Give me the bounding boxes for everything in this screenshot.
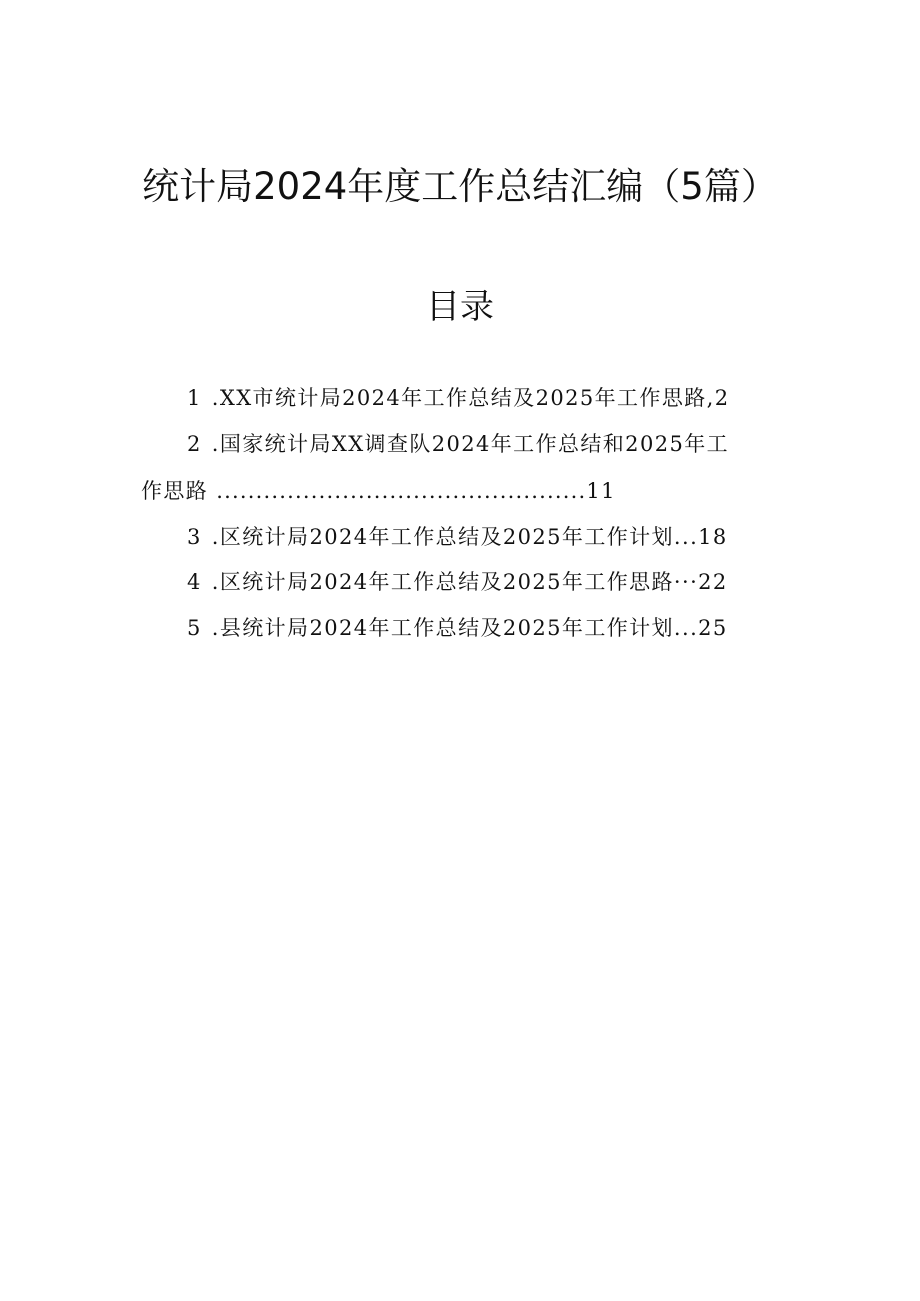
toc-entry-2-continuation[interactable] [141, 476, 616, 506]
toc-entry-text: .XX市统计局2024年工作总结及2025年工作思路,2 [211, 386, 730, 410]
toc-entry-2[interactable] [187, 429, 729, 459]
toc-heading: 目录 [426, 287, 494, 327]
toc-entry-continuation-text: 作思路 [141, 479, 209, 503]
toc-entry-text: .区统计局2024年工作总结及2025年工作思路···22 [211, 570, 728, 594]
toc-entry-dot-leader: ............................................... [216, 479, 587, 503]
toc-entry-number: 3 [187, 525, 202, 549]
toc-entry-number: 5 [187, 616, 202, 640]
toc-entry-page-number: 11 [586, 479, 616, 503]
document-title: 统计局2024年度工作总结汇编（5篇） [142, 165, 778, 208]
toc-entry-text: .县统计局2024年工作总结及2025年工作计划...25 [211, 616, 728, 640]
toc-entry-5[interactable] [187, 613, 728, 643]
toc-entry-number: 4 [187, 570, 202, 594]
toc-entry-number: 1 [187, 386, 202, 410]
toc-entry-number: 2 [187, 432, 202, 456]
toc-entry-text: .区统计局2024年工作总结及2025年工作计划...18 [211, 525, 728, 549]
toc-entry-text: .国家统计局XX调查队2024年工作总结和2025年工 [211, 432, 730, 456]
toc-entry-4[interactable] [187, 567, 728, 597]
toc-entry-3[interactable] [187, 522, 728, 552]
toc-entry-1[interactable] [187, 383, 729, 413]
